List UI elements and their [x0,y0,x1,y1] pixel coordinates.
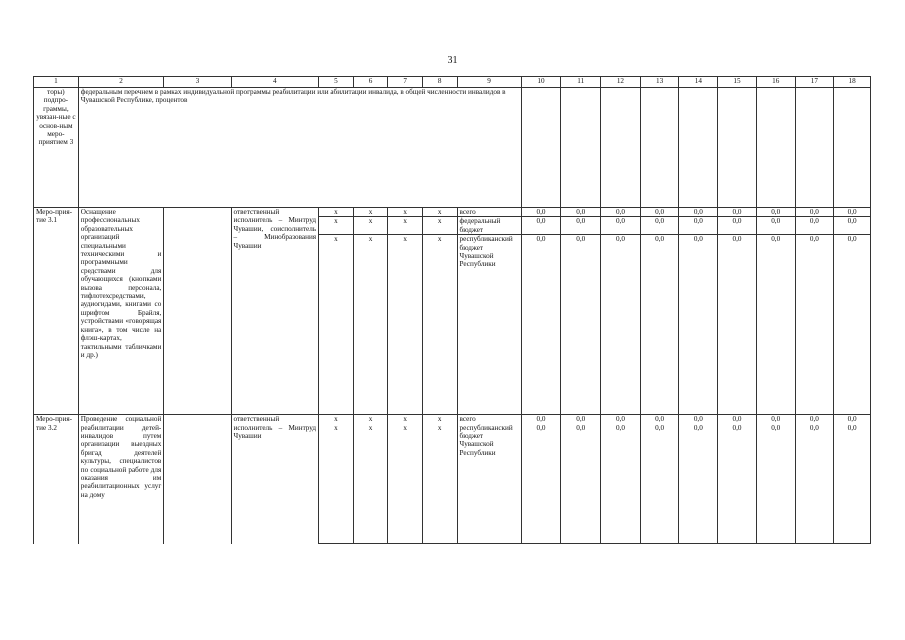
measure-executor: ответственный исполнитель – Минтруд Чувашии, соисполнитель – Минобразования Чувашии [231,208,319,415]
x-cell: x [319,217,354,235]
x-cell: x [422,235,457,415]
col-header: 14 [679,77,718,88]
measure-code: Меро-прия-тие 3.2 [34,415,79,544]
indicator-label: торы) подпро-граммы, увязан-ные с основ-ным меро-приятием 3 [34,88,79,208]
value-cell: 0,0 [834,208,871,217]
page-number: 31 [447,55,458,66]
x-cell: x [319,415,354,424]
value-cell: 0,0 [521,208,561,217]
col-header: 15 [718,77,757,88]
funding-source: республиканский бюджет Чувашской Республики [457,235,521,415]
col-header: 8 [422,77,457,88]
x-cell: x [422,208,457,217]
x-cell: x [388,217,423,235]
x-cell: x [353,208,388,217]
col-header: 7 [388,77,423,88]
program-table [33,76,871,544]
value-cell: 0,0 [679,208,718,217]
value-cell: 0,0 [834,235,871,415]
table-row [34,208,871,217]
x-cell: x [388,208,423,217]
funding-source: всего [457,208,521,217]
value-cell: 0,0 [718,208,757,217]
value-cell: 0,0 [601,217,641,235]
value-cell: 0,0 [795,235,834,415]
value-cell: 0,0 [718,235,757,415]
table-row [34,415,871,424]
x-cell: x [353,415,388,424]
col-header: 3 [164,77,231,88]
value-cell: 0,0 [679,424,718,544]
value-cell: 0,0 [718,217,757,235]
value-cell: 0,0 [521,235,561,415]
value-cell: 0,0 [640,235,679,415]
value-cell: 0,0 [561,424,601,544]
value-cell: 0,0 [561,208,601,217]
value-cell: 0,0 [601,424,641,544]
value-cell: 0,0 [718,424,757,544]
measure-name: Проведение социальной реабилитации детей-инвалидов путем организации выездных бригад деятелей культуры, специалистов по социальной работе для оказания им реабилитационных услуг на дому [78,415,164,544]
x-cell: x [353,424,388,544]
value-cell: 0,0 [679,415,718,424]
value-cell: 0,0 [521,217,561,235]
col-header: 1 [34,77,79,88]
funding-source: республиканский бюджет Чувашской Республики [457,424,521,544]
value-cell: 0,0 [521,415,561,424]
x-cell: x [319,208,354,217]
value-cell: 0,0 [795,424,834,544]
x-cell: x [319,235,354,415]
col-header: 11 [561,77,601,88]
indicator-row [34,88,871,208]
value-cell: 0,0 [834,217,871,235]
value-cell: 0,0 [795,208,834,217]
value-cell: 0,0 [601,208,641,217]
value-cell: 0,0 [601,415,641,424]
value-cell: 0,0 [601,235,641,415]
measure-code: Меро-прия-тие 3.1 [34,208,79,415]
x-cell: x [422,415,457,424]
col-header: 13 [640,77,679,88]
value-cell: 0,0 [561,217,601,235]
value-cell: 0,0 [834,424,871,544]
col-header: 18 [834,77,871,88]
indicator-text: федеральным перечнем в рамках индивидуальной программы реабилитации или абилитации инвалида, в общей численности инвалидов в Чувашской Республике, процентов [78,88,521,208]
col-header: 9 [457,77,521,88]
measure-executor: ответственный исполнитель – Минтруд Чувашии [231,415,319,544]
col-header: 6 [353,77,388,88]
col-header: 2 [78,77,164,88]
x-cell: x [388,424,423,544]
value-cell: 0,0 [640,208,679,217]
col-header: 16 [756,77,795,88]
value-cell: 0,0 [756,424,795,544]
x-cell: x [353,217,388,235]
value-cell: 0,0 [756,208,795,217]
col-header: 17 [795,77,834,88]
measure-name: Оснащение профессиональных образовательных организаций специальными техническими и программными средствами для обучающихся (кнопками вызова персонала, тифлотехсредствами, аудиогидами, книгами со шрифтом Брайля, устройствами «говорящая книга», в том числе на флэш-картах, тактильными табличками и др.) [78,208,164,415]
value-cell: 0,0 [718,415,757,424]
col-header: 12 [601,77,641,88]
value-cell: 0,0 [795,217,834,235]
value-cell: 0,0 [756,217,795,235]
funding-source: всего [457,415,521,424]
value-cell: 0,0 [640,415,679,424]
funding-source: федеральный бюджет [457,217,521,235]
x-cell: x [319,424,354,544]
value-cell: 0,0 [561,235,601,415]
x-cell: x [422,217,457,235]
value-cell: 0,0 [561,415,601,424]
value-cell: 0,0 [679,217,718,235]
value-cell: 0,0 [834,415,871,424]
col-header: 10 [521,77,561,88]
x-cell: x [422,424,457,544]
value-cell: 0,0 [521,424,561,544]
col-header: 5 [319,77,354,88]
x-cell: x [388,415,423,424]
value-cell: 0,0 [679,235,718,415]
value-cell: 0,0 [795,415,834,424]
value-cell: 0,0 [756,235,795,415]
x-cell: x [388,235,423,415]
column-number-row [34,77,871,88]
value-cell: 0,0 [640,217,679,235]
x-cell: x [353,235,388,415]
value-cell: 0,0 [640,424,679,544]
value-cell: 0,0 [756,415,795,424]
col-header: 4 [231,77,319,88]
